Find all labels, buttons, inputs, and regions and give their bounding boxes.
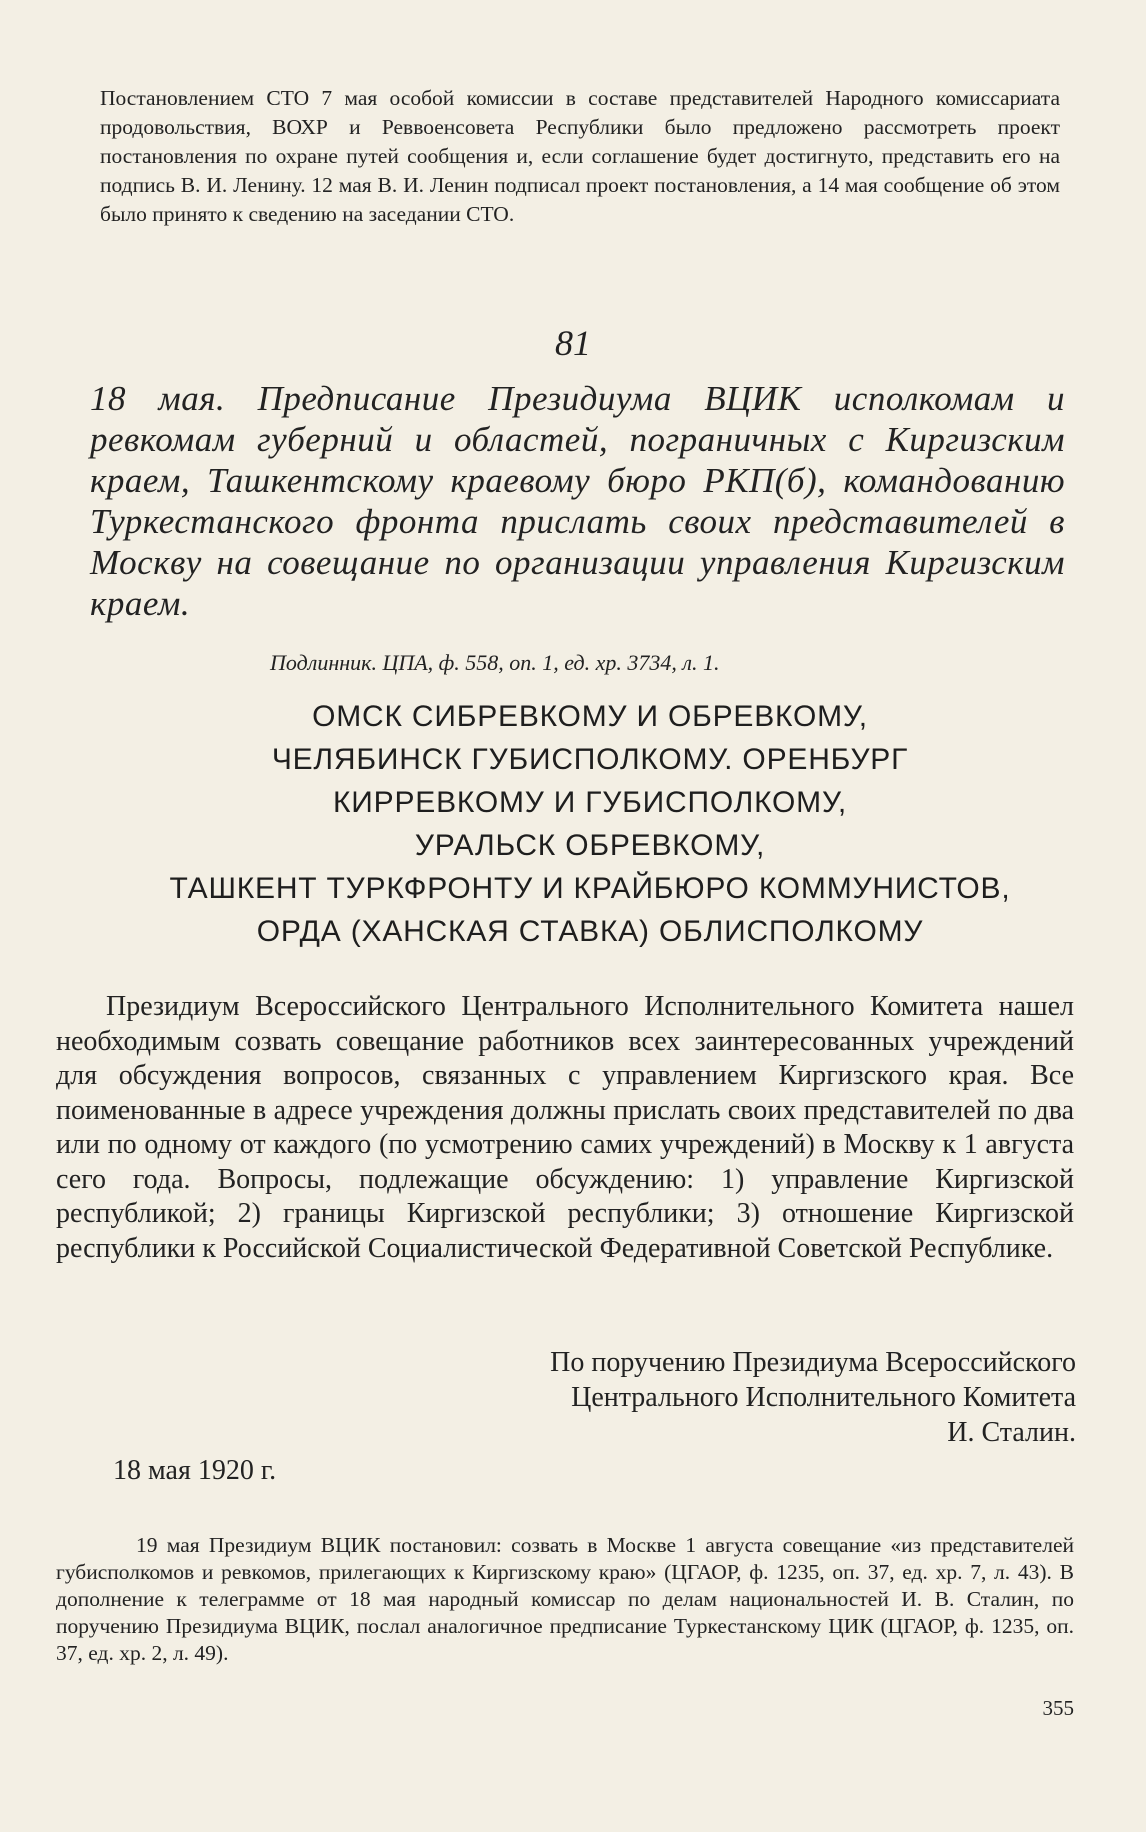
signature-line: По поручению Президиума Всероссийского xyxy=(550,1347,1076,1378)
document-date: 18 мая 1920 г. xyxy=(113,1455,277,1486)
addressee-block xyxy=(110,695,1070,953)
addressee-line: ЧЕЛЯБИНСК ГУБИСПОЛКОМУ. ОРЕНБУРГ xyxy=(271,743,909,776)
intro-note: Постановлением СТО 7 мая особой комиссии в составе представителей Народного комиссариата продовольствия, ВОХР и Реввоенсовета Республики было предложено рассмотреть проект постановления по охране путей сообщения и, если соглашение будет достигнуто, представить его на подпись В. И. Ленину. 12 мая В. И. Ленин подписал проект постановления, а 14 мая сообщение об этом было принято к сведению на заседании СТО. xyxy=(100,85,1060,226)
addressee-line: ОРДА (ХАНСКАЯ СТАВКА) ОБЛИСПОЛКОМУ xyxy=(256,915,924,948)
addressee-line: ОМСК СИБРЕВКОМУ И ОБРЕВКОМУ, xyxy=(312,700,868,733)
signature-block xyxy=(550,1345,1076,1450)
addressee-line: КИРРЕВКОМУ И ГУБИСПОЛКОМУ, xyxy=(333,786,847,819)
editorial-footnote: 19 мая Президиум ВЦИК постановил: созвать в Москве 1 августа совещание «из представителей губисполкомов и ревкомов, прилегающих к Киргизскому краю» (ЦГАОР, ф. 1235, оп. 37, ед. хр. 7, л. 43). В дополнение к телеграмме от 18 мая народный комиссар по делам национальностей И. В. Сталин, по поручению Президиума ВЦИК, послал аналогичное предписание Туркестанскому ЦИК (ЦГАОР, ф. 1235, оп. 37, ед. хр. 2, л. 49). xyxy=(56,1532,1074,1665)
document-heading: 18 мая. Предписание Президиума ВЦИК исполкомам и ревкомам губерний и областей, пограничных с Киргизским краем, Ташкентскому краевому бюро РКП(б), командованию Туркестанского фронта прислать своих представителей в Москву на совещание по организации управления Киргизским краем. xyxy=(90,379,1065,623)
addressee-line: ТАШКЕНТ ТУРКФРОНТУ И КРАЙБЮРО КОММУНИСТОВ, xyxy=(169,872,1011,905)
archival-source: Подлинник. ЦПА, ф. 558, оп. 1, ед. хр. 3734, л. 1. xyxy=(270,650,720,675)
telegram-body: Президиум Всероссийского Центрального Исполнительного Комитета нашел необходимым созвать совещание работников всех заинтересованных учреждений для обсуждения вопросов, связанных с управлением Киргизского края. Все поименованные в адресе учреждения должны прислать своих представителей по два или по одному от каждого (по усмотрению самих учреждений) в Москву к 1 августа сего года. Вопросы, подлежащие обсуждению: 1) управление Киргизской республикой; 2) границы Киргизской республики; 3) отношение Киргизской республики к Российской Социалистической Федеративной Советской Республике. xyxy=(56,991,1074,1264)
addressee-line: УРАЛЬСК ОБРЕВКОМУ, xyxy=(414,829,766,862)
signature-name: И. Сталин. xyxy=(947,1417,1076,1448)
document-number: 81 xyxy=(555,323,591,363)
page-number: 355 xyxy=(1042,1696,1074,1720)
signature-line: Центрального Исполнительного Комитета xyxy=(571,1382,1076,1413)
